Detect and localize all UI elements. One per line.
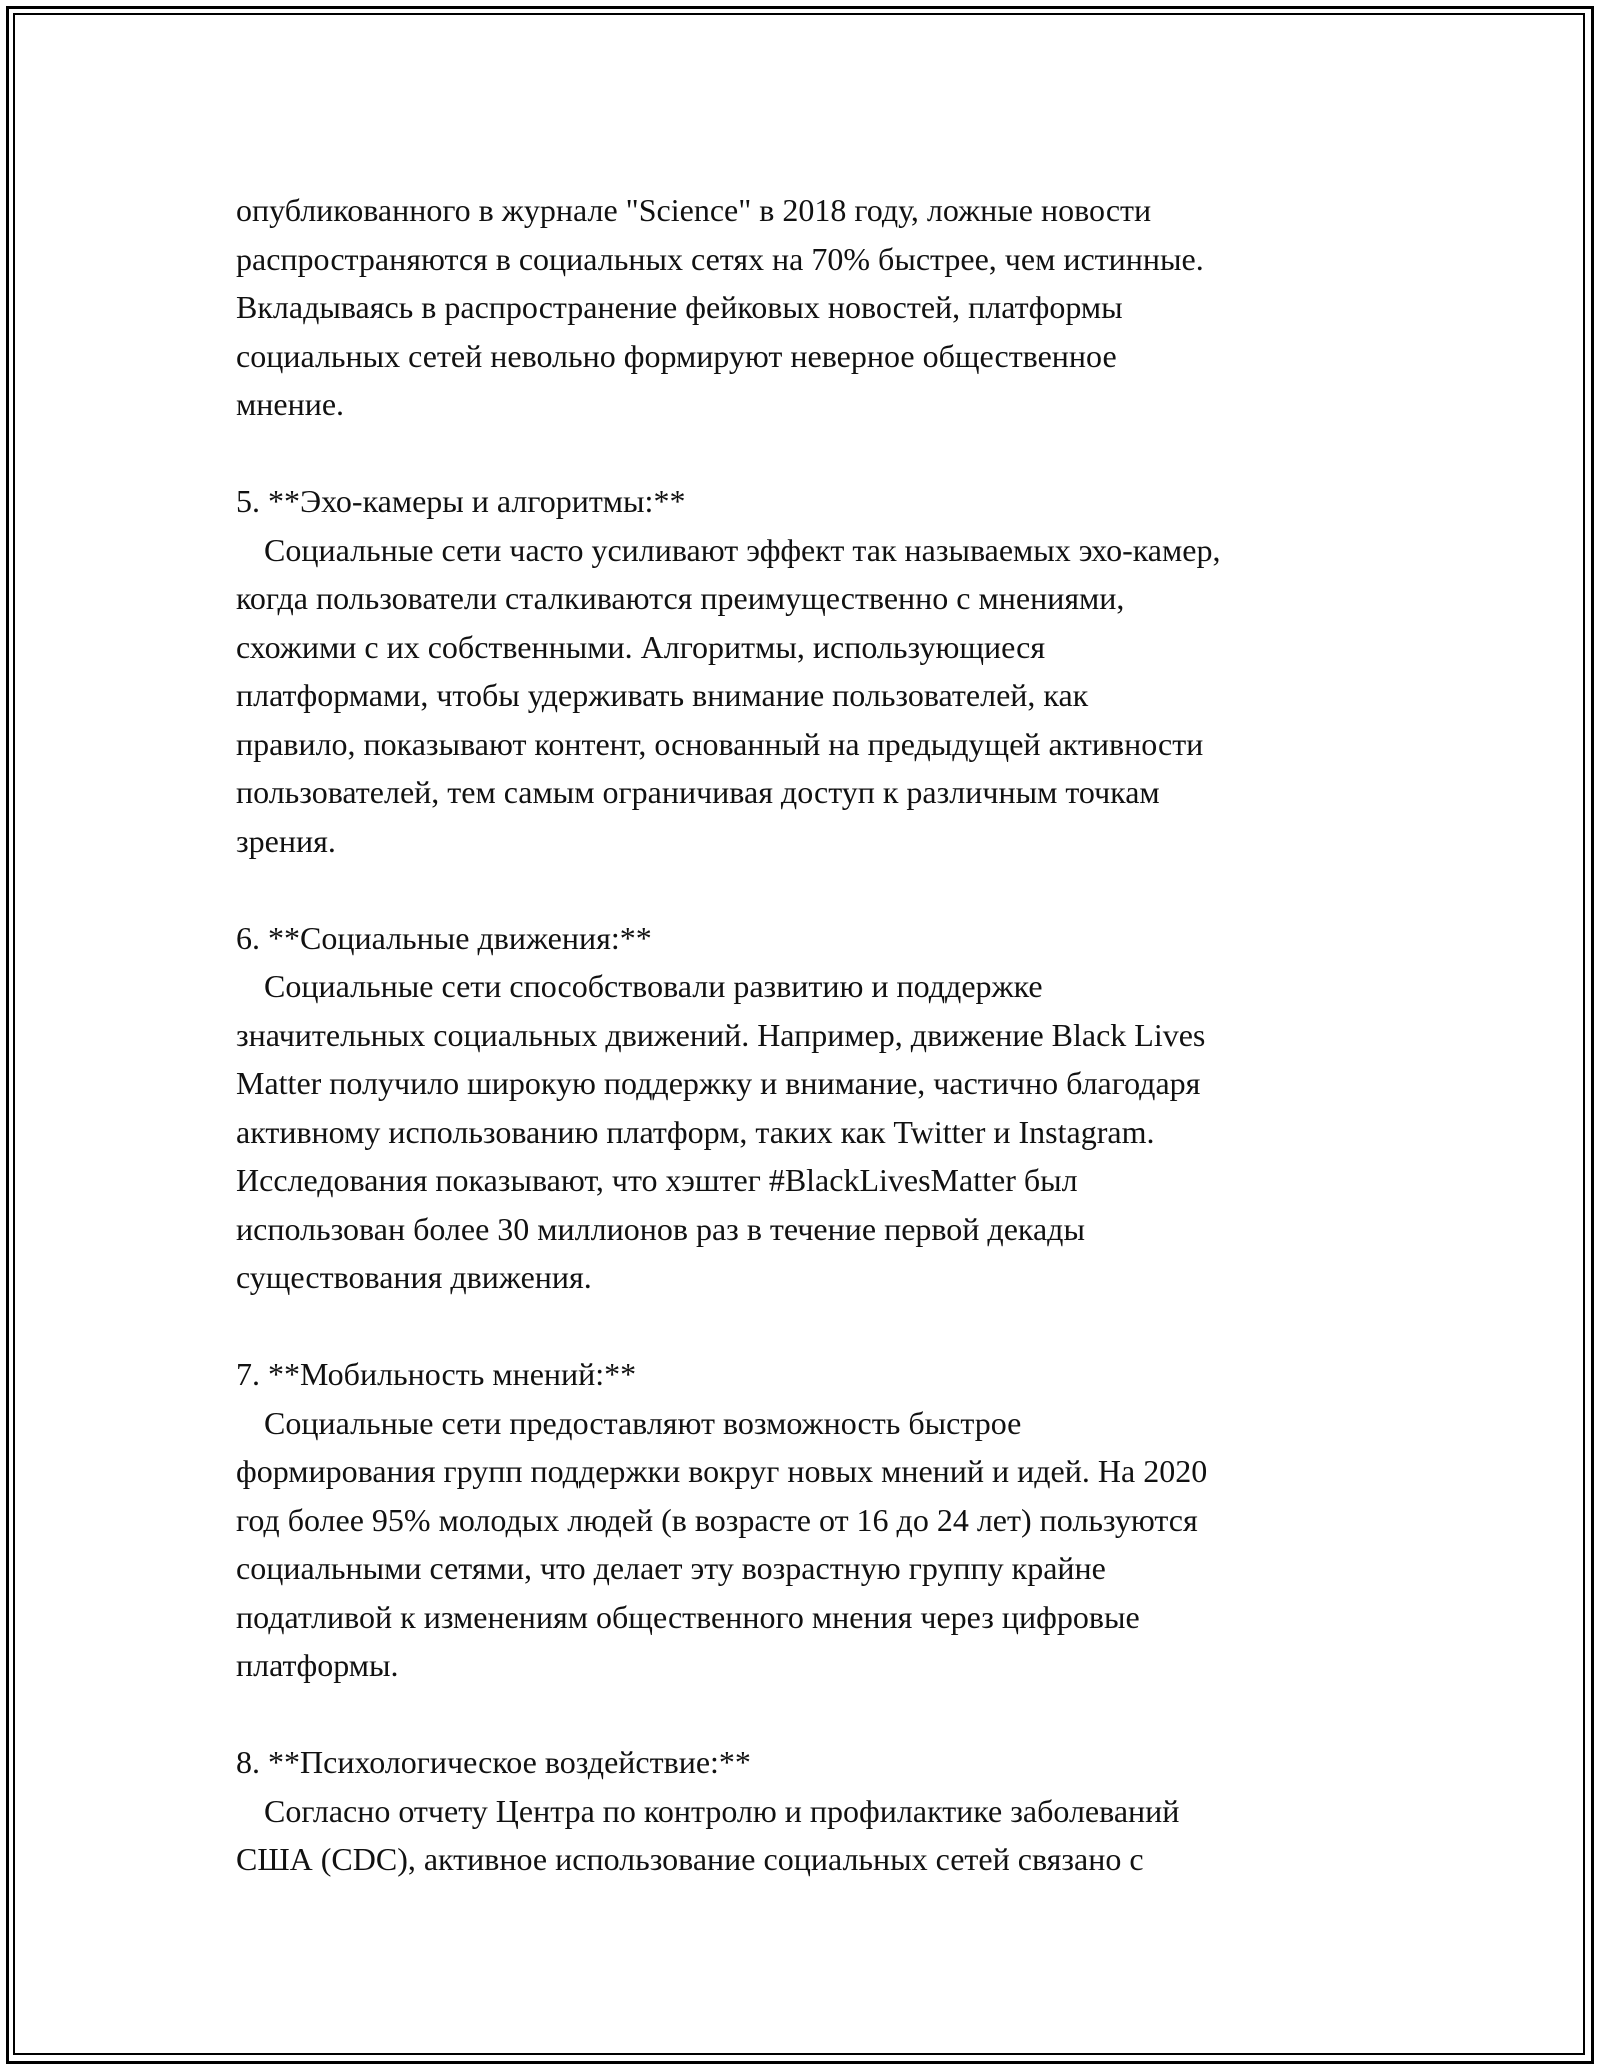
text-line: платформами, чтобы удерживать внимание пользователей, как	[236, 677, 1089, 713]
section-opinion-mobility	[236, 1350, 1396, 1690]
text-line: существования движения.	[236, 1259, 592, 1295]
paragraph-spacer	[236, 429, 1396, 478]
text-line: мнение.	[236, 386, 345, 422]
text-line: Вкладываясь в распространение фейковых новостей, платформы	[236, 289, 1123, 325]
section-social-movements	[236, 914, 1396, 1302]
text-line: США (CDC), активное использование социальных сетей связано с	[236, 1841, 1144, 1877]
text-line: Matter получило широкую поддержку и внимание, частично благодаря	[236, 1065, 1201, 1101]
text-line: год более 95% молодых людей (в возрасте от 16 до 24 лет) пользуются	[236, 1501, 1198, 1538]
text-line: опубликованного в журнале "Science" в 2018 году, ложные новости	[236, 192, 1152, 228]
text-line: пользователей, тем самым ограничивая доступ к различным точкам	[236, 774, 1160, 810]
section-heading: 7. **Мобильность мнений:**	[236, 1356, 637, 1392]
document-page	[236, 186, 1396, 1884]
text-line: Социальные сети способствовали развитию и поддержке	[264, 968, 1043, 1004]
text-line: социальными сетями, что делает эту возрастную группу крайне	[236, 1550, 1106, 1586]
section-psychological-impact	[236, 1738, 1396, 1884]
text-line: активному использованию платформ, таких как Twitter и Instagram.	[236, 1113, 1155, 1150]
text-line: формирования групп поддержки вокруг новых мнений и идей. На 2020	[236, 1453, 1208, 1489]
text-line: правило, показывают контент, основанный на предыдущей активности	[236, 725, 1204, 762]
text-line: податливой к изменениям общественного мнения через цифровые	[236, 1598, 1140, 1635]
section-echo-chambers	[236, 477, 1396, 865]
section-heading: 6. **Социальные движения:**	[236, 919, 652, 956]
section-heading: 8. **Психологическое воздействие:**	[236, 1744, 751, 1780]
text-line: использован более 30 миллионов раз в течение первой декады	[236, 1210, 1085, 1247]
text-line: зрения.	[236, 822, 336, 859]
text-line: когда пользователи сталкиваются преимущественно с мнениями,	[236, 580, 1125, 616]
paragraph-spacer	[236, 1302, 1396, 1351]
text-line: Исследования показывают, что хэштег #BlackLivesMatter был	[236, 1162, 1078, 1198]
paragraph-spacer	[236, 1690, 1396, 1739]
text-line: Социальные сети предоставляют возможность быстрое	[264, 1404, 1022, 1441]
paragraph-spacer	[236, 865, 1396, 914]
text-line: платформы.	[236, 1647, 399, 1683]
text-line: социальных сетей невольно формируют неверное общественное	[236, 337, 1117, 374]
text-line: распространяются в социальных сетях на 70% быстрее, чем истинные.	[236, 240, 1204, 277]
text-line: Социальные сети часто усиливают эффект так называемых эхо-камер,	[264, 531, 1221, 568]
text-line: схожими с их собственными. Алгоритмы, использующиеся	[236, 628, 1046, 665]
text-line: Согласно отчету Центра по контролю и профилактике заболеваний	[264, 1792, 1180, 1829]
intro-paragraph	[236, 186, 1396, 429]
text-line: значительных социальных движений. Например, движение Black Lives	[236, 1016, 1206, 1053]
section-heading: 5. **Эхо-камеры и алгоритмы:**	[236, 483, 686, 519]
